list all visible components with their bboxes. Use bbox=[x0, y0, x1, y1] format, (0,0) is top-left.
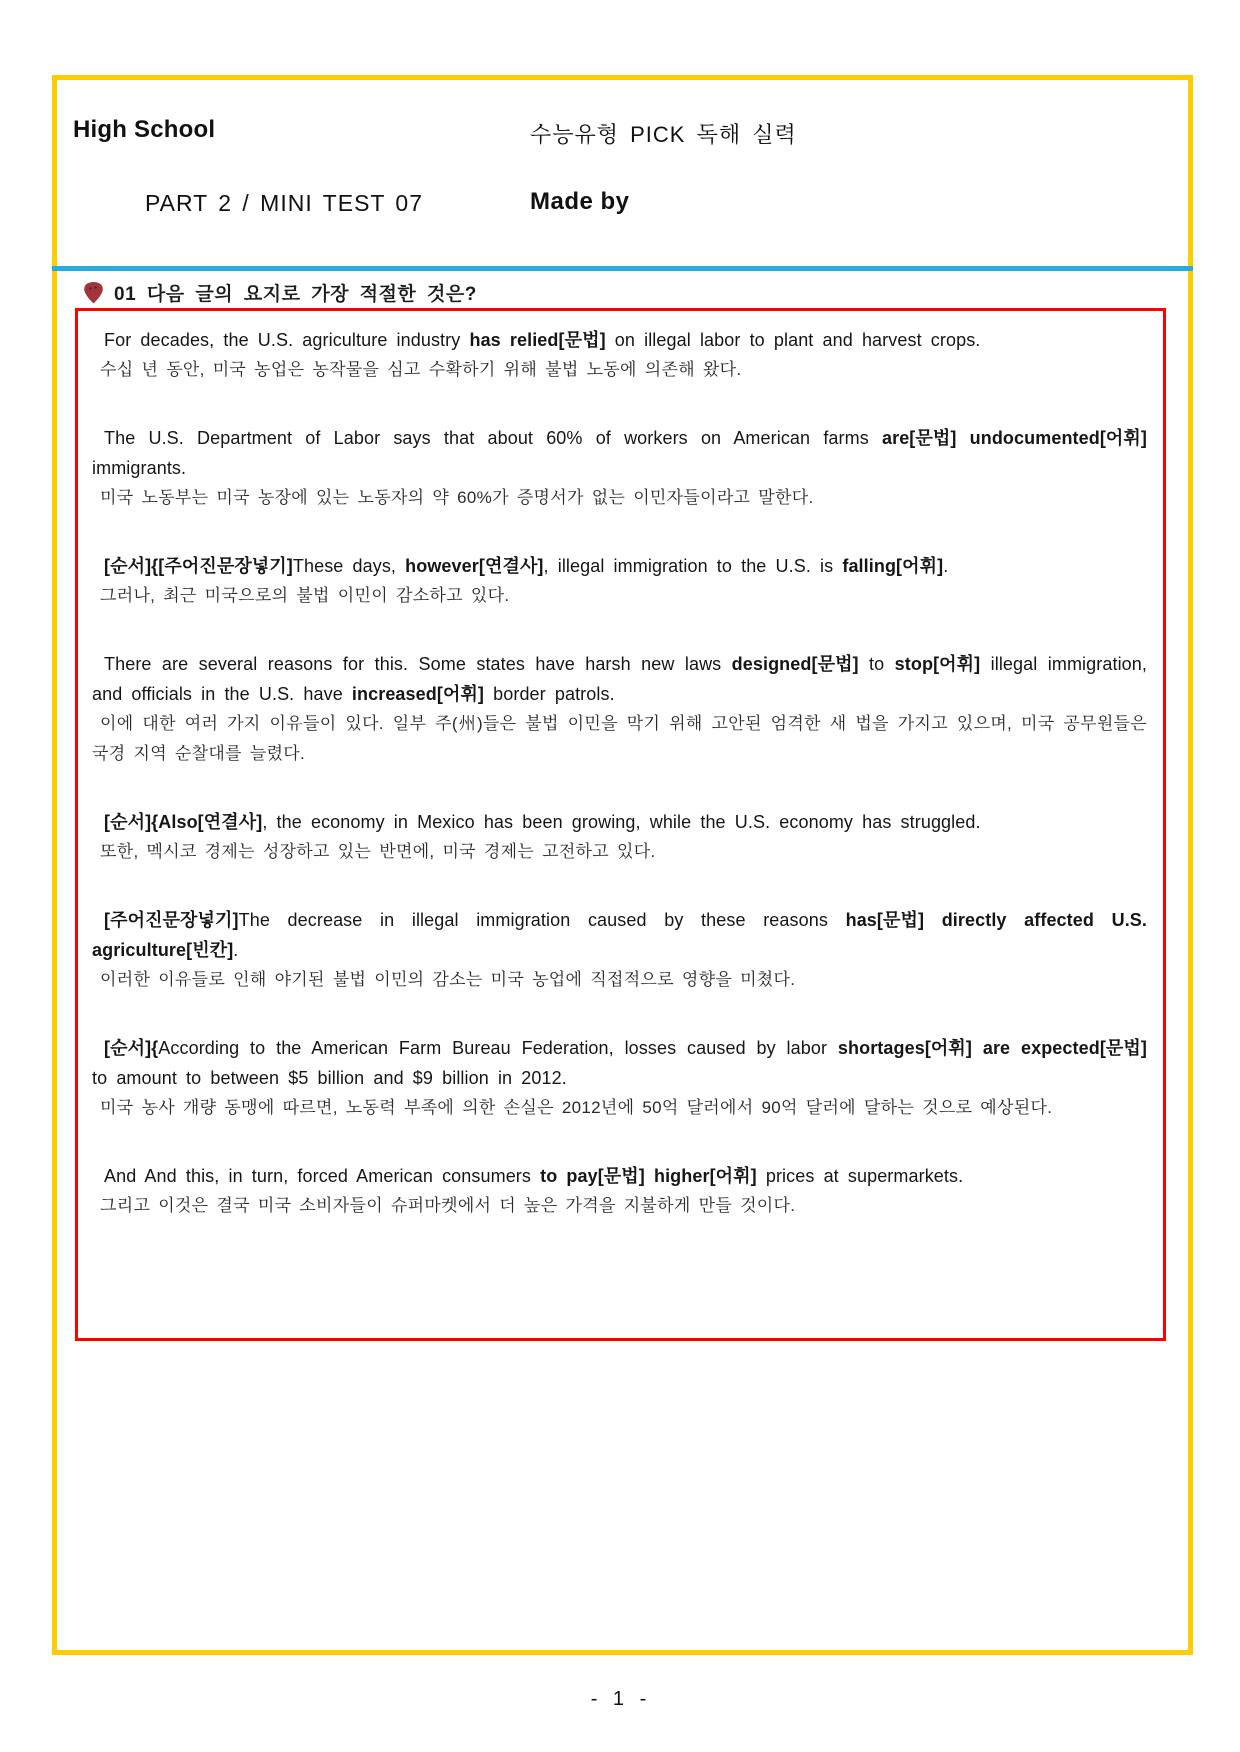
passage-paragraph bbox=[92, 905, 1147, 995]
sentence-korean-translation: 이러한 이유들로 인해 야기된 불법 이민의 감소는 미국 농업에 직접적으로 영향을 미쳤다. bbox=[100, 970, 796, 989]
annotated-term: [순서]{ bbox=[104, 1038, 159, 1058]
sentence-korean-translation: 그리고 이것은 결국 미국 소비자들이 슈퍼마켓에서 더 높은 가격을 지불하게 만들 것이다. bbox=[100, 1196, 796, 1215]
passage-paragraph bbox=[92, 1161, 1147, 1221]
annotated-term: increased[어휘] bbox=[351, 684, 485, 704]
annotated-term: [주어진문장넣기] bbox=[104, 910, 239, 930]
passage-paragraph bbox=[92, 325, 1147, 385]
sentence-english: The U.S. Department of Labor says that about 60% of workers on American farms are[문법] undocumented[어휘] immigrants. bbox=[92, 428, 1147, 478]
question-row bbox=[83, 279, 477, 306]
brand-title: High School bbox=[73, 116, 216, 143]
made-by-label: Made by bbox=[530, 188, 630, 215]
series-title: 수능유형 PICK 독해 실력 bbox=[530, 122, 797, 147]
passage-box bbox=[75, 308, 1166, 1341]
sentence-korean-translation: 미국 노동부는 미국 농장에 있는 노동자의 약 60%가 증명서가 없는 이민자들이라고 말한다. bbox=[100, 488, 814, 507]
header-divider-line bbox=[52, 266, 1193, 271]
page-number: - 1 - bbox=[590, 1688, 650, 1710]
sentence-english: There are several reasons for this. Some states have harsh new laws designed[문법] to stop[어휘] illegal immigration, and officials in the U.S. have increased[어휘] border patrols. bbox=[92, 654, 1147, 704]
annotated-term: falling[어휘] bbox=[842, 556, 944, 576]
sentence-english: [순서]{[주어진문장넣기]These days, however[연결사], illegal immigration to the U.S. is falling[어휘]. bbox=[104, 556, 949, 576]
strawberry-bullet-icon bbox=[83, 281, 104, 304]
passage-paragraph bbox=[92, 423, 1147, 513]
sentence-english: [주어진문장넣기]The decrease in illegal immigration caused by these reasons has[문법] directly affected U.S. agriculture[빈칸]. bbox=[92, 910, 1148, 960]
sentence-english: [순서]{Also[연결사], the economy in Mexico has been growing, while the U.S. economy has struggled. bbox=[104, 812, 981, 832]
sentence-korean-translation: 그러나, 최근 미국으로의 불법 이민이 감소하고 있다. bbox=[100, 586, 510, 605]
sentence-english: For decades, the U.S. agriculture industry has relied[문법] on illegal labor to plant and harvest crops. bbox=[104, 330, 981, 350]
annotated-term: stop[어휘] bbox=[894, 654, 981, 674]
sentence-korean-translation: 수십 년 동안, 미국 농업은 농작물을 심고 수확하기 위해 불법 노동에 의존해 왔다. bbox=[100, 360, 742, 379]
annotated-term: however[연결사] bbox=[405, 556, 544, 576]
sentence-korean-translation: 미국 농사 개량 동맹에 따르면, 노동력 부족에 의한 손실은 2012년에 50억 달러에서 90억 달러에 달하는 것으로 예상된다. bbox=[100, 1098, 1053, 1117]
passage-paragraph bbox=[92, 1033, 1147, 1123]
page-frame bbox=[52, 75, 1193, 1655]
question-text: 01 다음 글의 요지로 가장 적절한 것은? bbox=[114, 284, 477, 305]
annotated-term: has relied[문법] bbox=[469, 330, 606, 350]
passage-paragraph bbox=[92, 551, 1147, 611]
sentence-english: And And this, in turn, forced American consumers to pay[문법] higher[어휘] prices at supermarkets. bbox=[104, 1166, 964, 1186]
sentence-korean-translation: 이에 대한 여러 가지 이유들이 있다. 일부 주(州)들은 불법 이민을 막기 위해 고안된 엄격한 새 법을 가지고 있으며, 미국 공무원들은 국경 지역 순찰대를 늘렸다. bbox=[92, 714, 1147, 763]
annotated-term: are[문법] undocumented[어휘] bbox=[881, 428, 1147, 448]
annotated-term: shortages[어휘] are expected[문법] bbox=[837, 1038, 1147, 1058]
annotated-term: has[문법] directly affected U.S. agriculture[빈칸] bbox=[92, 910, 1148, 960]
sentence-english: [순서]{According to the American Farm Bureau Federation, losses caused by labor shortages[어휘] are expected[문법] to amount to between $5 billion and $9 billion in 2012. bbox=[92, 1038, 1147, 1088]
annotated-term: [순서]{[주어진문장넣기] bbox=[104, 556, 293, 576]
passage-paragraph bbox=[92, 649, 1147, 769]
sentence-korean-translation: 또한, 멕시코 경제는 성장하고 있는 반면에, 미국 경제는 고전하고 있다. bbox=[100, 842, 656, 861]
passage-paragraph bbox=[92, 807, 1147, 867]
annotated-term: designed[문법] bbox=[731, 654, 859, 674]
annotated-term: [순서]{Also[연결사] bbox=[104, 812, 263, 832]
part-title: PART 2 / MINI TEST 07 bbox=[145, 190, 424, 216]
annotated-term: to pay[문법] higher[어휘] bbox=[540, 1166, 757, 1186]
